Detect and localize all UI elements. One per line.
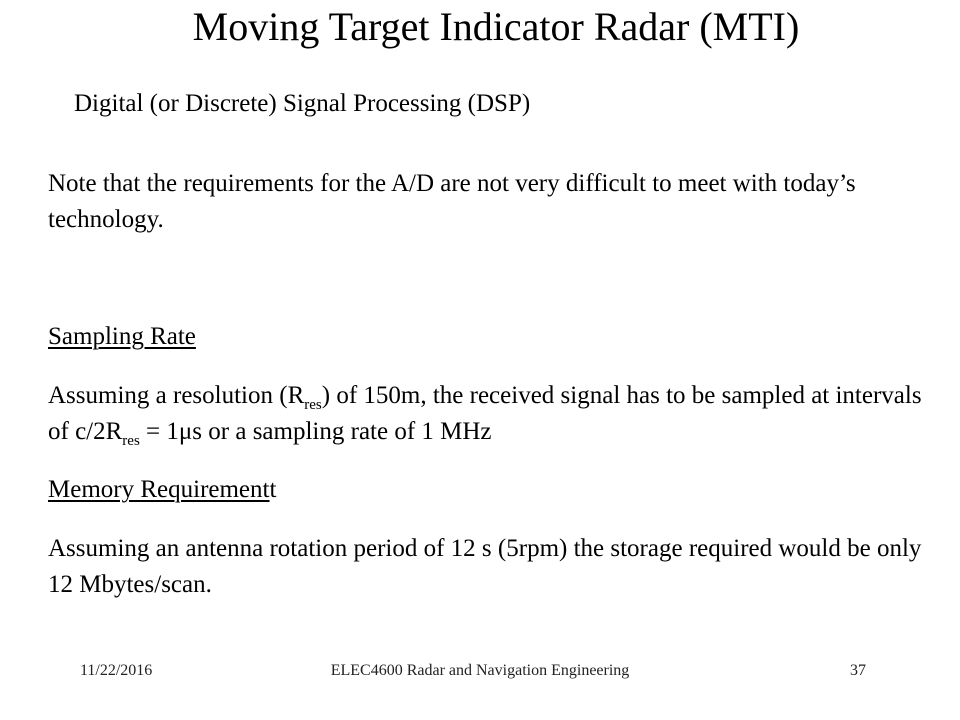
slide-subtitle: Digital (or Discrete) Signal Processing (DSP) — [74, 90, 531, 117]
sampling-rate-heading-text: Sampling Rate — [48, 323, 196, 350]
slide-title: Moving Target Indicator Radar (MTI) — [192, 4, 800, 49]
resolution-subscript: res — [304, 397, 322, 413]
sampling-text-part1: Assuming a resolution (R — [48, 382, 305, 409]
sampling-rate-heading — [48, 319, 928, 355]
note-paragraph: Note that the requirements for the A/D are not very difficult to meet with today’s technology. — [48, 170, 856, 233]
sampling-text-part3: = 1μs or a sampling rate of 1 MHz — [139, 418, 492, 445]
footer-course-title: ELEC4600 Radar and Navigation Engineering — [330, 662, 630, 679]
memory-heading-trailing: t — [269, 476, 277, 503]
resolution-subscript-2: res — [122, 433, 140, 449]
memory-requirement-paragraph: Assuming an antenna rotation period of 12 s (5rpm) the storage required would be only 12 Mbytes/scan. — [48, 535, 922, 598]
sampling-rate-paragraph — [48, 378, 928, 450]
memory-requirement-heading-text: Memory Requirement — [48, 476, 270, 503]
sampling-text-part2: ) of 150m, the received signal has to be sampled at intervals of c/2R — [48, 382, 922, 445]
memory-requirement-heading — [48, 472, 928, 508]
footer-page-number: 37 — [850, 662, 866, 679]
footer-date: 11/22/2016 — [80, 662, 153, 679]
